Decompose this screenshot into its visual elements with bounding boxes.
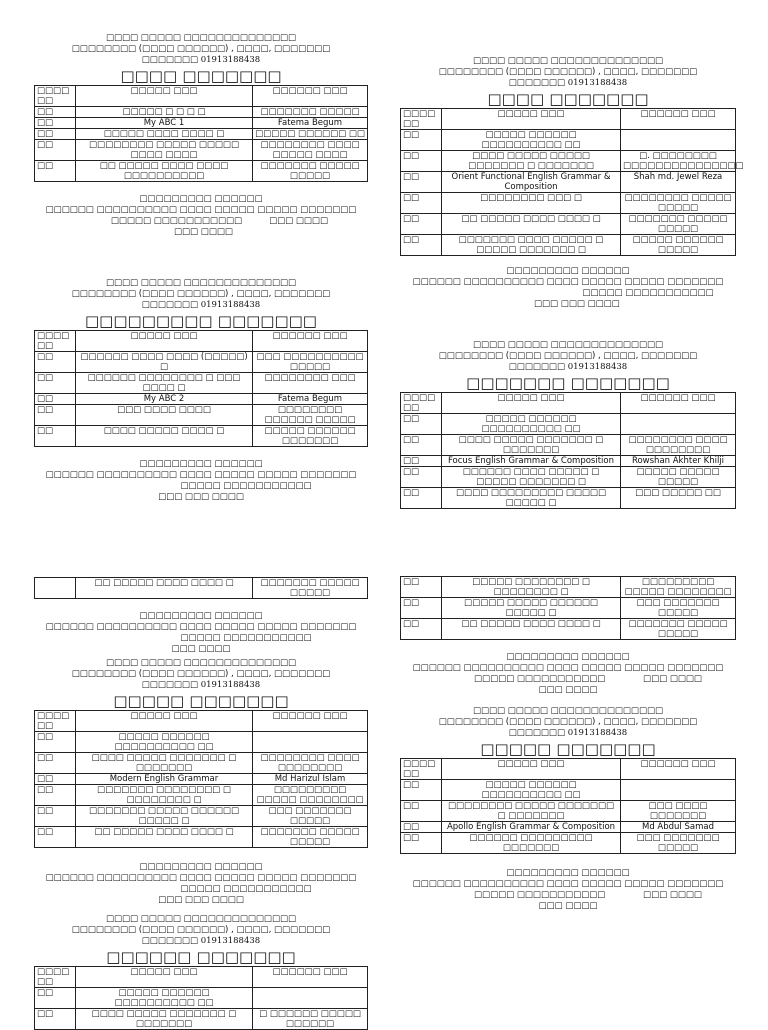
- row-serial: □□: [35, 732, 76, 753]
- phone-label: □□□□□□□: [141, 300, 198, 310]
- row-book-name: □□□□□□ □□□□ □□□□□ □ □□□□□ □□□□□□□ □: [442, 467, 621, 488]
- row-serial: □□: [401, 488, 442, 509]
- class-title: □□□□ □□□□□□□: [487, 90, 649, 108]
- row-book-name: □□□□□□□□ □□□ □: [442, 193, 621, 214]
- row-book-name: □□□□□ □□□□□□ □□□□□□□□□□ □□: [442, 130, 621, 151]
- book-table: [400, 758, 736, 854]
- row-serial: □□: [35, 394, 76, 405]
- table-row: [401, 598, 736, 619]
- col-serial: □□□□ □□: [401, 759, 442, 780]
- row-author: □□□□□□□ □□□□□ □□□□□: [253, 827, 368, 848]
- table-row: [35, 827, 368, 848]
- row-book-name: □□□□□□□ □□□□ □□□□□ □ □□□□□ □□□□□□□ □: [442, 235, 621, 256]
- table-row: [35, 732, 368, 753]
- row-book-name: □□ □□□□□ □□□□ □□□□ □: [442, 214, 621, 235]
- footer-designation: □□□□□ □□□□□□□□□□□: [110, 216, 243, 226]
- table-row: [35, 140, 368, 161]
- col-serial: □□□□ □□: [35, 86, 76, 107]
- row-serial: □□: [401, 780, 442, 801]
- footer-line-4: □□□ □□□□: [174, 227, 233, 237]
- table-row: [401, 193, 736, 214]
- school-name: □□□□ □□□□□ □□□□□□□□□□□□□□: [105, 914, 297, 924]
- row-serial: □□: [401, 822, 442, 833]
- table-row: [35, 774, 368, 785]
- table-header-row: [35, 967, 368, 988]
- book-table: [34, 577, 368, 599]
- col-book: □□□□□ □□□: [442, 759, 621, 780]
- school-address: □□□□□□□□ (□□□□ □□□□□□) , □□□□, □□□□□□□: [71, 669, 331, 679]
- school-name: □□□□ □□□□□ □□□□□□□□□□□□□□: [472, 706, 664, 716]
- footer-line-4: □□□ □□□□: [538, 685, 598, 695]
- col-book: □□□□□ □□□: [442, 109, 621, 130]
- book-table: [34, 85, 368, 182]
- row-serial: □□: [35, 373, 76, 394]
- row-serial: □□: [35, 140, 76, 161]
- row-book-name: □□□□ □□□□□ □□□□ □: [76, 426, 253, 447]
- table-row: [35, 129, 368, 140]
- school-header: [34, 914, 368, 947]
- footer-line-2: □□□□□□ □□□□□□□□□□ □□□□ □□□□□ □□□□□ □□□□□□□: [412, 879, 724, 889]
- row-author: [621, 130, 736, 151]
- book-table: [34, 330, 368, 447]
- row-author: □□□□□□□□ □□□□□□ □□□□□: [253, 405, 368, 426]
- table-row: [401, 414, 736, 435]
- footer-line-1: □□□□□□□□□ □□□□□□: [506, 868, 630, 878]
- school-header: [400, 706, 736, 739]
- footer-line-2: □□□□□□ □□□□□□□□□□ □□□□ □□□□□ □□□□□ □□□□□□□: [45, 470, 357, 480]
- table-row: [401, 801, 736, 822]
- col-author: □□□□□□ □□□: [621, 393, 736, 414]
- class-title: □□□□□□ □□□□□□□: [106, 948, 296, 966]
- booklist-block-2: [400, 56, 744, 310]
- footer-line-4: □□□ □□□ □□□□: [158, 895, 244, 905]
- table-row: [401, 467, 736, 488]
- table-row: [35, 352, 368, 373]
- row-author: [253, 732, 368, 753]
- col-book: □□□□□ □□□: [76, 711, 253, 732]
- footer-line-1: □□□□□□□□□ □□□□□□: [506, 266, 630, 276]
- phone-number: 01913188438: [200, 936, 261, 946]
- row-serial: [35, 578, 76, 599]
- footer-place: □□□ □□□□: [269, 216, 328, 226]
- signature-footer: [34, 611, 368, 655]
- phone-label: □□□□□□□: [141, 680, 198, 690]
- row-serial: □□: [401, 414, 442, 435]
- row-author: □□□□□□□□ □□□□ □□□□□ □□□□: [253, 140, 368, 161]
- footer-line-2: □□□□□□ □□□□□□□□□□ □□□□ □□□□□ □□□□□ □□□□□□□: [412, 663, 724, 673]
- school-phone: [34, 55, 368, 66]
- col-author: □□□□□□ □□□: [253, 967, 368, 988]
- row-author: □□□ □□□□ □□□□□□□: [621, 801, 736, 822]
- col-book: □□□□□ □□□: [76, 86, 253, 107]
- row-serial: □□: [35, 806, 76, 827]
- footer-line-2: □□□□□□ □□□□□□□□□□ □□□□ □□□□□ □□□□□ □□□□□□□: [45, 205, 357, 215]
- signature-footer: [34, 194, 368, 238]
- table-row: [401, 780, 736, 801]
- row-author: [621, 414, 736, 435]
- row-book-name: □□□□□□□ □□□□□ □□□□□□ □□□□□ □: [76, 806, 253, 827]
- row-serial: □□: [35, 118, 76, 129]
- table-row: [401, 172, 736, 193]
- booklist-block-5: [34, 577, 368, 655]
- footer-place: □□□ □□□□: [643, 890, 702, 900]
- row-book-name: □□□□□ □□□□ □□□□ □: [76, 129, 253, 140]
- row-book-name: □□□□ □□□□□ □□□□□ □□□□□□□ □ □□□□□□□: [442, 151, 621, 172]
- school-name: □□□□ □□□□□ □□□□□□□□□□□□□□: [105, 278, 297, 288]
- row-book-name: Focus English Grammar & Composition: [442, 456, 621, 467]
- row-author: [621, 780, 736, 801]
- row-book-name: □□□□ □□□□□□□□□ □□□□□ □□□□□ □: [442, 488, 621, 509]
- row-author: □□□□□□□□ □□□□ □□□□□□□□: [621, 435, 736, 456]
- row-book-name: □□□□□ □ □ □ □: [76, 107, 253, 118]
- phone-label: □□□□□□□: [508, 728, 565, 738]
- footer-line-3: □□□□□ □□□□□□□□□□□: [180, 633, 312, 643]
- row-author: □□□□□□□□□ □□□□□ □□□□□□□□: [621, 577, 736, 598]
- footer-line-1: □□□□□□□□□ □□□□□□: [139, 459, 263, 469]
- table-row: [35, 426, 368, 447]
- row-author: [253, 988, 368, 1009]
- signature-footer: [34, 862, 368, 906]
- footer-line-3: □□□□□ □□□□□□□□□□□: [180, 884, 312, 894]
- table-row: [401, 435, 736, 456]
- footer-designation: □□□□□ □□□□□□□□□□□: [474, 890, 606, 900]
- row-author: □□□□□□□ □□□□□ □□□□□: [621, 214, 736, 235]
- table-row: [401, 577, 736, 598]
- book-table: [400, 108, 744, 256]
- row-author: □□□□□ □□□□□□ □□□□□: [621, 235, 736, 256]
- row-book-name: □□ □□□□□ □□□□ □□□□ □: [76, 827, 253, 848]
- school-header: [34, 658, 368, 691]
- row-book-name: My ABC 1: [76, 118, 253, 129]
- row-book-name: □□ □□□□□ □□□□ □□□□ □: [76, 578, 253, 599]
- row-serial: □□: [35, 352, 76, 373]
- row-author: Shah md. Jewel Reza: [621, 172, 736, 193]
- school-phone: [400, 362, 736, 373]
- col-author: □□□□□□ □□□: [253, 331, 368, 352]
- footer-line-4: □□□ □□□□: [538, 901, 598, 911]
- row-book-name: □□ □□□□□ □□□□ □□□□ □: [442, 619, 621, 640]
- table-row: [35, 107, 368, 118]
- row-author: □□□□□□□□□ □□□□□ □□□□□□□□: [253, 785, 368, 806]
- row-serial: □□: [35, 1009, 76, 1030]
- table-row: [35, 118, 368, 129]
- row-book-name: □□□□□□ □□□□ □□□□ (□□□□□) □: [76, 352, 253, 373]
- school-header: [34, 278, 368, 311]
- school-name: □□□□ □□□□□ □□□□□□□□□□□□□□: [105, 33, 297, 43]
- footer-line-1: □□□□□□□□□ □□□□□□: [139, 194, 263, 204]
- row-book-name: □□□ □□□□ □□□□: [76, 405, 253, 426]
- col-serial: □□□□ □□: [401, 393, 442, 414]
- row-serial: □□: [35, 161, 76, 182]
- row-author: □□□□□□□ □□□□□ □□□□□: [621, 619, 736, 640]
- row-book-name: □□□□□ □□□□□□ □□□□□□□□□□ □□: [442, 414, 621, 435]
- table-row: [35, 405, 368, 426]
- row-author: □□□□□ □□□□□□ □□□□□□□: [253, 426, 368, 447]
- phone-number: 01913188438: [200, 55, 261, 65]
- table-row: [401, 822, 736, 833]
- school-address: □□□□□□□□ (□□□□ □□□□□□) , □□□□, □□□□□□□: [71, 925, 331, 935]
- table-row: [401, 456, 736, 467]
- phone-number: 01913188438: [200, 680, 261, 690]
- school-address: □□□□□□□□ (□□□□ □□□□□□) , □□□□, □□□□□□□: [71, 289, 331, 299]
- phone-label: □□□□□□□: [508, 362, 565, 372]
- row-author: □ □□□□□□ □□□□□ □□□□□□: [253, 1009, 368, 1030]
- row-book-name: □□ □□□□□ □□□□ □□□□ □□□□□□□□□□: [76, 161, 253, 182]
- booklist-block-3: [34, 278, 368, 503]
- row-author: Rowshan Akhter Khilji: [621, 456, 736, 467]
- school-phone: [34, 680, 368, 691]
- row-author: Fatema Begum: [253, 394, 368, 405]
- row-serial: □□: [401, 435, 442, 456]
- signature-footer: [34, 459, 368, 503]
- table-header-row: [401, 759, 736, 780]
- row-serial: □□: [401, 577, 442, 598]
- col-serial: □□□□ □□: [35, 331, 76, 352]
- footer-line-4: □□□ □□□□: [171, 644, 231, 654]
- row-book-name: □□□□□ □□□□□ □□□□□□ □□□□□ □: [442, 598, 621, 619]
- table-header-row: [35, 711, 368, 732]
- table-row: [35, 806, 368, 827]
- booklist-block-8: [400, 706, 736, 912]
- col-serial: □□□□ □□: [401, 109, 442, 130]
- row-serial: □□: [401, 456, 442, 467]
- school-header: [400, 340, 736, 373]
- row-serial: □□: [35, 827, 76, 848]
- row-author: □□□ □□□□□□□ □□□□□: [253, 806, 368, 827]
- row-serial: □□: [401, 130, 442, 151]
- table-row: [401, 214, 736, 235]
- row-book-name: Orient Functional English Grammar & Composition: [442, 172, 621, 193]
- table-row: [401, 488, 736, 509]
- footer-line-3: [34, 216, 368, 227]
- row-author: Md Abdul Samad: [621, 822, 736, 833]
- row-serial: □□: [401, 214, 442, 235]
- row-book-name: □□□□□ □□□□□□ □□□□□□□□□□ □□: [442, 780, 621, 801]
- row-serial: □□: [401, 172, 442, 193]
- phone-number: 01913188438: [567, 78, 628, 88]
- row-book-name: My ABC 2: [76, 394, 253, 405]
- row-serial: □□: [401, 193, 442, 214]
- row-author: □□□□□□□ □□□□□ □□□□□: [253, 578, 368, 599]
- col-book: □□□□□ □□□: [76, 331, 253, 352]
- table-row: [35, 373, 368, 394]
- table-header-row: [35, 331, 368, 352]
- booklist-block-9: [34, 914, 368, 1030]
- row-serial: □□: [35, 107, 76, 118]
- col-book: □□□□□ □□□: [76, 967, 253, 988]
- phone-number: 01913188438: [567, 728, 628, 738]
- book-table: [400, 576, 736, 640]
- table-row: [35, 394, 368, 405]
- row-serial: □□: [401, 801, 442, 822]
- row-author: Md Harizul Islam: [253, 774, 368, 785]
- footer-line-3: □□□□□ □□□□□□□□□□□: [180, 481, 312, 491]
- col-serial: □□□□ □□: [35, 967, 76, 988]
- table-row: [35, 161, 368, 182]
- school-header: [400, 56, 736, 89]
- booklist-block-6: [400, 576, 736, 696]
- row-serial: □□: [401, 833, 442, 854]
- footer-line-4: □□□ □□□ □□□□: [534, 299, 620, 309]
- footer-line-1: □□□□□□□□□ □□□□□□: [139, 862, 263, 872]
- row-author: □□□□□ □□□□□ □□□□□: [621, 467, 736, 488]
- row-serial: □□: [35, 129, 76, 140]
- school-address: □□□□□□□□ (□□□□ □□□□□□) , □□□□, □□□□□□□: [71, 44, 331, 54]
- table-row: [401, 235, 736, 256]
- row-author: □□□□□□□□ □□□□ □□□□□□□□: [253, 753, 368, 774]
- table-header-row: [401, 109, 736, 130]
- row-serial: □□: [401, 598, 442, 619]
- row-book-name: □□□□ □□□□□ □□□□□□□ □ □□□□□□□: [76, 1009, 253, 1030]
- row-author: □□□□□□□ □□□□□: [253, 107, 368, 118]
- book-table: [34, 966, 368, 1030]
- school-name: □□□□ □□□□□ □□□□□□□□□□□□□□: [105, 658, 297, 668]
- school-phone: [400, 78, 736, 89]
- footer-line-2: □□□□□□ □□□□□□□□□□ □□□□ □□□□□ □□□□□ □□□□□□□: [412, 277, 724, 287]
- signature-footer: [400, 868, 736, 912]
- row-book-name: Apollo English Grammar & Composition: [442, 822, 621, 833]
- row-author: □□□ □□□□□□□□□□ □□□□□: [253, 352, 368, 373]
- row-serial: □□: [401, 235, 442, 256]
- footer-line-3: [400, 674, 736, 685]
- row-author: □□□ □□□□□□□ □□□□□: [621, 598, 736, 619]
- row-book-name: □□□□□ □□□□□□ □□□□□□□□□□ □□: [76, 988, 253, 1009]
- row-author: □□□□□□□□ □□□: [253, 373, 368, 394]
- row-author: □. □□□□□□□□ □□□□□□□□□□□□□□□: [621, 151, 736, 172]
- booklist-block-4: [400, 340, 736, 509]
- footer-designation: □□□□□ □□□□□□□□□□□: [474, 674, 606, 684]
- row-serial: □□: [401, 619, 442, 640]
- row-book-name: □□□□ □□□□□ □□□□□□□ □ □□□□□□□: [442, 435, 621, 456]
- row-book-name: Modern English Grammar: [76, 774, 253, 785]
- footer-line-3: [400, 890, 736, 901]
- booklist-block-7: [34, 658, 368, 906]
- row-serial: □□: [35, 988, 76, 1009]
- row-author: □□□□□□□□ □□□□□ □□□□□: [621, 193, 736, 214]
- row-serial: □□: [401, 467, 442, 488]
- table-row: [401, 619, 736, 640]
- row-author: □□□□□□□ □□□□□ □□□□□: [253, 161, 368, 182]
- row-author: □□□ □□□□□ □□: [621, 488, 736, 509]
- row-book-name: □□□□□□ □□□□□□□□□ □□□□□□□: [442, 833, 621, 854]
- table-row: [35, 785, 368, 806]
- col-author: □□□□□□ □□□: [253, 86, 368, 107]
- col-author: □□□□□□ □□□: [253, 711, 368, 732]
- book-table: [34, 710, 368, 848]
- phone-number: 01913188438: [200, 300, 261, 310]
- table-header-row: [401, 393, 736, 414]
- row-author: □□□ □□□□□□□ □□□□□: [621, 833, 736, 854]
- school-phone: [34, 300, 368, 311]
- row-serial: □□: [35, 405, 76, 426]
- row-serial: □□: [35, 774, 76, 785]
- booklist-block-1: [34, 33, 368, 238]
- table-row: [35, 1009, 368, 1030]
- class-title: □□□□□ □□□□□□□: [480, 740, 656, 758]
- footer-line-4: □□□ □□□ □□□□: [158, 492, 244, 502]
- footer-line-2: □□□□□□ □□□□□□□□□□ □□□□ □□□□□ □□□□□ □□□□□□□: [45, 622, 357, 632]
- school-name: □□□□ □□□□□ □□□□□□□□□□□□□□: [472, 56, 664, 66]
- phone-label: □□□□□□□: [141, 936, 198, 946]
- class-title: □□□□□□□ □□□□□□□: [466, 374, 670, 392]
- row-serial: □□: [35, 426, 76, 447]
- signature-footer: [400, 266, 736, 310]
- footer-line-3: □□□□□ □□□□□□□□□□□: [582, 288, 714, 298]
- table-header-row: [35, 86, 368, 107]
- table-row: [401, 151, 736, 172]
- school-address: □□□□□□□□ (□□□□ □□□□□□) , □□□□, □□□□□□□: [438, 67, 698, 77]
- col-book: □□□□□ □□□: [442, 393, 621, 414]
- row-book-name: □□□□□□□□ □□□□□ □□□□□ □□□□ □□□□: [76, 140, 253, 161]
- row-book-name: □□□□□□ □□□□□□□□ □ □□□ □□□□ □: [76, 373, 253, 394]
- school-phone: [34, 936, 368, 947]
- table-row: [401, 130, 736, 151]
- phone-number: 01913188438: [567, 362, 628, 372]
- row-book-name: □□□□□□□□ □□□□□ □□□□□□□ □ □□□□□□□: [442, 801, 621, 822]
- phone-label: □□□□□□□: [141, 55, 198, 65]
- footer-place: □□□ □□□□: [643, 674, 702, 684]
- row-book-name: □□□□□ □□□□□□ □□□□□□□□□□ □□: [76, 732, 253, 753]
- col-author: □□□□□□ □□□: [621, 759, 736, 780]
- signature-footer: [400, 652, 736, 696]
- class-title: □□□□□□□□□ □□□□□□□: [85, 312, 317, 330]
- school-name: □□□□ □□□□□ □□□□□□□□□□□□□□: [472, 340, 664, 350]
- row-author: Fatema Begum: [253, 118, 368, 129]
- row-book-name: □□□□□ □□□□□□□□ □ □□□□□□□□ □: [442, 577, 621, 598]
- school-address: □□□□□□□□ (□□□□ □□□□□□) , □□□□, □□□□□□□: [438, 351, 698, 361]
- table-row: [35, 578, 368, 599]
- class-title: □□□□ □□□□□□□: [120, 67, 282, 85]
- row-author: □□□□□ □□□□□□ □□: [253, 129, 368, 140]
- row-book-name: □□□□□□□ □□□□□□□□ □ □□□□□□□□ □: [76, 785, 253, 806]
- row-serial: □□: [35, 753, 76, 774]
- table-row: [35, 988, 368, 1009]
- col-author: □□□□□□ □□□: [621, 109, 736, 130]
- row-book-name: □□□□ □□□□□ □□□□□□□ □ □□□□□□□: [76, 753, 253, 774]
- table-row: [35, 753, 368, 774]
- col-serial: □□□□ □□: [35, 711, 76, 732]
- row-serial: □□: [401, 151, 442, 172]
- school-address: □□□□□□□□ (□□□□ □□□□□□) , □□□□, □□□□□□□: [438, 717, 698, 727]
- row-serial: □□: [35, 785, 76, 806]
- school-phone: [400, 728, 736, 739]
- footer-line-1: □□□□□□□□□ □□□□□□: [506, 652, 630, 662]
- phone-label: □□□□□□□: [508, 78, 565, 88]
- footer-line-1: □□□□□□□□□ □□□□□□: [139, 611, 263, 621]
- school-header: [34, 33, 368, 66]
- book-table: [400, 392, 736, 509]
- class-title: □□□□□ □□□□□□□: [113, 692, 289, 710]
- table-row: [401, 833, 736, 854]
- footer-line-2: □□□□□□ □□□□□□□□□□ □□□□ □□□□□ □□□□□ □□□□□□□: [45, 873, 357, 883]
